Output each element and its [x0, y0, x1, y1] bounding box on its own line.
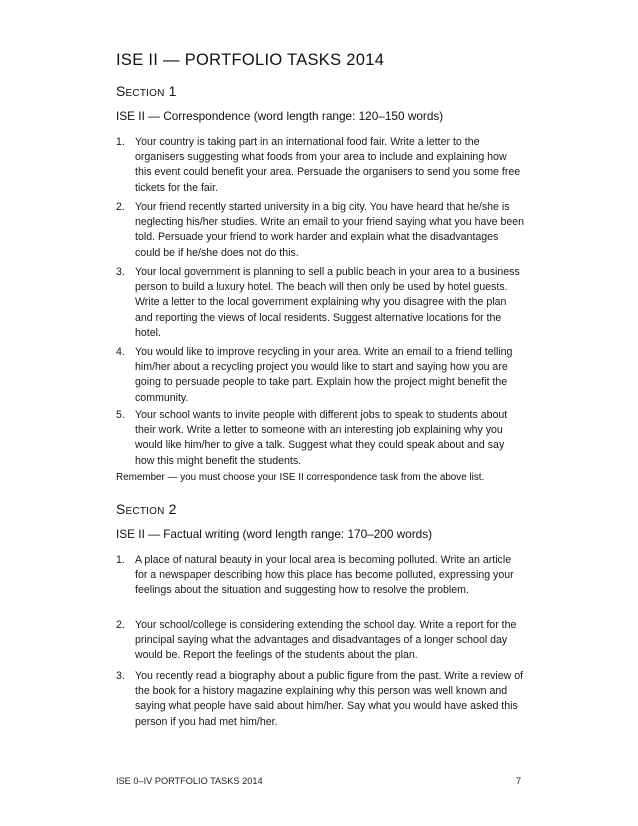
section-1-subheading: ISE II — Correspondence (word length range: 120–150 words)	[116, 109, 444, 123]
task-text: Your local government is planning to sell a public beach in your area to a business person to build a luxury hotel. The beach will then only be used by hotel guests. Write a letter to the local government explaining why you disagree with the plan and reporting the views of local residents. Suggest alternative locations for the hotel.	[135, 266, 520, 339]
task-number: 3.	[116, 266, 125, 278]
task-text: Your country is taking part in an international food fair. Write a letter to the organisers suggesting what foods from your area to include and explaining how this event could benefit your area. Persuade the organisers to send you some free tickets for the fair.	[135, 136, 521, 194]
task-number: 1.	[116, 554, 125, 566]
section-1-heading: Section 1	[116, 83, 177, 99]
footer-title: ISE 0–IV PORTFOLIO TASKS 2014	[116, 776, 263, 786]
section-2-heading: Section 2	[116, 501, 177, 517]
task-number: 5.	[116, 409, 125, 421]
section-2-subheading: ISE II — Factual writing (word length range: 170–200 words)	[116, 527, 433, 541]
task-number: 4.	[116, 346, 125, 358]
task-number: 2.	[116, 619, 125, 631]
task-text: Your school/college is considering extending the school day. Write a report for the principal saying what the advantages and disadvantages of a longer school day would be. Report the feelings of the students about the plan.	[135, 619, 517, 662]
task-text: Your friend recently started university in a big city. You have heard that he/she is neglecting his/her studies. Write an email to your friend saying what you have been told. Persuade your friend to work harder and explain what the disadvantages could be if he/she does not do this.	[135, 201, 525, 259]
task-text: A place of natural beauty in your local area is becoming polluted. Write an article for a newspaper describing how this place has become polluted, expressing your feelings about the situation and suggesting how to resolve the problem.	[135, 554, 514, 597]
section-1-task-3	[116, 265, 526, 341]
task-text: You recently read a biography about a public figure from the past. Write a review of the book for a history magazine explaining why this person was well known and saying what people have said about him/her. Say what you would have asked this person if you had met him/her.	[135, 670, 524, 728]
section-2-task-2	[116, 618, 526, 664]
section-2-task-1	[116, 553, 526, 599]
section-1-reminder: Remember — you must choose your ISE II correspondence task from the above list.	[116, 472, 485, 483]
task-number: 1.	[116, 136, 125, 148]
task-text: You would like to improve recycling in your area. Write an email to a friend telling him/her about a recycling project you would like to start and saying how you are going to persuade people to take part. Explain how the project might benefit the community.	[135, 346, 513, 404]
section-1-task-4	[116, 345, 526, 406]
task-number: 2.	[116, 201, 125, 213]
task-number: 3.	[116, 670, 125, 682]
page-number: 7	[516, 776, 522, 786]
section-2-task-3	[116, 669, 526, 730]
section-1-task-2	[116, 200, 526, 261]
task-text: Your school wants to invite people with different jobs to speak to students about their work. Write a letter to someone with an interesting job explaining why you would like him/her to give a talk. Suggest what they could speak about and say how this might benefit the students.	[135, 409, 508, 467]
section-1-task-5	[116, 408, 526, 469]
section-1-task-1	[116, 135, 526, 196]
page-title: ISE II — PORTFOLIO TASKS 2014	[116, 51, 385, 69]
